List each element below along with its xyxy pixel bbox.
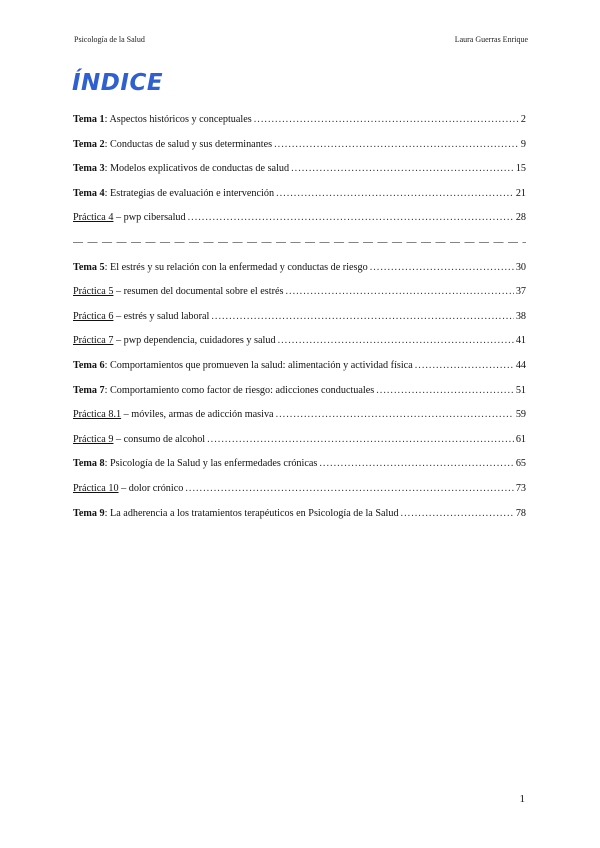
toc-page-number: 2 [520,114,526,125]
header-subject: Psicología de la Salud [74,35,145,44]
toc-entry-label [73,360,413,371]
dot-leader [207,434,514,445]
toc-entry[interactable] [73,262,526,274]
toc-page-number: 44 [515,359,526,371]
toc-entry-label [73,212,186,223]
toc-topic-number: Tema 7 [73,384,105,396]
toc-entry-title: Comportamientos que promueven la salud: alimentación y actividad física [110,359,413,371]
toc-entry[interactable] [73,409,526,421]
toc-entry[interactable] [73,508,526,520]
toc-entry[interactable] [73,385,526,397]
toc-page-number: 38 [515,310,526,322]
header-author: Laura Guerras Enrique [454,35,528,44]
table-of-contents [73,114,526,532]
toc-practice-number: Práctica 5 [73,286,114,298]
toc-practice-number: Práctica 4 [73,212,114,224]
toc-separator-text: – [113,335,124,347]
dot-leader [188,212,514,223]
toc-entry-title: El estrés y su relación con la enfermedad y conductas de riesgo [110,261,368,273]
toc-entry[interactable] [73,139,526,151]
dot-leader [291,163,514,174]
toc-entry[interactable] [73,114,526,126]
toc-page-number: 41 [515,335,526,347]
toc-entry-title: Conductas de salud y sus determinantes [110,138,273,150]
toc-separator-text: : [104,187,110,199]
toc-entry[interactable] [73,360,526,372]
toc-entry-label [73,508,399,519]
index-title: ÍNDICE [72,70,164,96]
toc-entry[interactable] [73,335,526,347]
dot-leader [415,360,514,371]
toc-entry-title: Estrategias de evaluación e intervención [110,187,275,199]
toc-entry-label [73,188,274,199]
toc-practice-number: Práctica 10 [73,482,119,494]
toc-topic-number: Tema 4 [73,187,105,199]
toc-page-number: 65 [515,458,526,470]
toc-entry[interactable] [73,163,526,175]
toc-entry-label [73,139,272,150]
toc-practice-number: Práctica 9 [73,433,114,445]
toc-entry-title: dolor crónico [128,482,184,494]
dot-leader [401,508,514,519]
toc-entry[interactable] [73,311,526,323]
toc-topic-number: Tema 1 [73,114,105,125]
toc-page-number: 37 [515,286,526,298]
toc-entry-label [73,262,368,273]
toc-entry-title: móviles, armas de adicción masiva [131,409,274,421]
dot-leader [370,262,514,273]
toc-separator-text: – [118,482,129,494]
toc-entry-label [73,311,209,322]
toc-topic-number: Tema 5 [73,261,105,273]
toc-page-number: 30 [515,261,526,273]
toc-entry-title: Psicología de la Salud y las enfermedades crónicas [110,458,318,470]
toc-entry[interactable] [73,483,526,495]
toc-separator-text: : [104,359,110,371]
toc-separator-text: – [113,212,124,224]
toc-entry[interactable] [73,212,526,224]
toc-entry-title: Modelos explicativos de conductas de salud [110,163,290,175]
toc-page-number: 78 [515,507,526,519]
toc-practice-number: Práctica 6 [73,310,114,322]
toc-practice-number: Práctica 7 [73,335,114,347]
toc-entry[interactable] [73,286,526,298]
toc-entry-label [73,385,374,396]
toc-entry-title: Comportamiento como factor de riesgo: adicciones conductuales [110,384,375,396]
toc-separator-text: : [104,261,110,273]
toc-entry[interactable] [73,458,526,470]
toc-entry-title: estrés y salud laboral [123,310,210,322]
toc-page-number: 59 [515,409,526,421]
toc-entry-title: Aspectos históricos y conceptuales [109,114,252,125]
toc-page-number: 15 [515,163,526,175]
toc-topic-number: Tema 8 [73,458,105,470]
dot-leader [185,483,513,494]
dot-leader [285,286,513,297]
toc-page-number: 51 [515,384,526,396]
toc-entry-label [73,458,317,469]
toc-entry-label [73,335,276,346]
toc-topic-number: Tema 3 [73,163,105,175]
section-separator [73,237,526,249]
dot-leader [376,385,514,396]
toc-separator-text: – [113,286,124,298]
dot-leader [276,188,514,199]
toc-separator-text: : [104,384,110,396]
page-number: 1 [519,793,525,805]
toc-separator-text: : [104,163,110,175]
toc-entry-title: resumen del documental sobre el estrés [123,286,284,298]
toc-entry-label [73,286,283,297]
toc-separator-text: – [121,409,132,421]
toc-separator-text: : [104,114,110,125]
dot-leader [276,409,514,420]
toc-page-number: 28 [515,212,526,224]
toc-entry-title: pwp cibersalud [123,212,186,224]
dot-leader [278,335,514,346]
toc-entry-label [73,434,205,445]
toc-entry-title: consumo de alcohol [123,433,206,445]
toc-entry-title: pwp dependencia, cuidadores y salud [123,335,276,347]
toc-entry-label [73,409,274,420]
toc-separator-text: – [113,433,124,445]
toc-practice-number: Práctica 8.1 [73,409,122,421]
toc-page-number: 9 [520,138,526,150]
toc-topic-number: Tema 6 [73,359,105,371]
toc-entry[interactable] [73,434,526,446]
toc-page-number: 61 [515,433,526,445]
toc-entry-label [73,163,289,174]
toc-topic-number: Tema 2 [73,138,105,150]
toc-entry-title: La adherencia a los tratamientos terapéuticos en Psicología de la Salud [110,507,399,519]
toc-separator-text: – [113,310,124,322]
dot-leader [254,114,519,125]
toc-page-number: 73 [515,482,526,494]
dot-leader [274,139,519,150]
toc-separator-text: : [104,458,110,470]
dot-leader [211,311,513,322]
toc-topic-number: Tema 9 [73,507,105,519]
toc-entry-label [73,483,183,494]
toc-separator-text: : [104,507,110,519]
dot-leader [319,458,513,469]
toc-separator-text: : [104,138,110,150]
toc-entry[interactable] [73,188,526,200]
toc-entry-label [73,114,252,125]
toc-page-number: 21 [515,187,526,199]
